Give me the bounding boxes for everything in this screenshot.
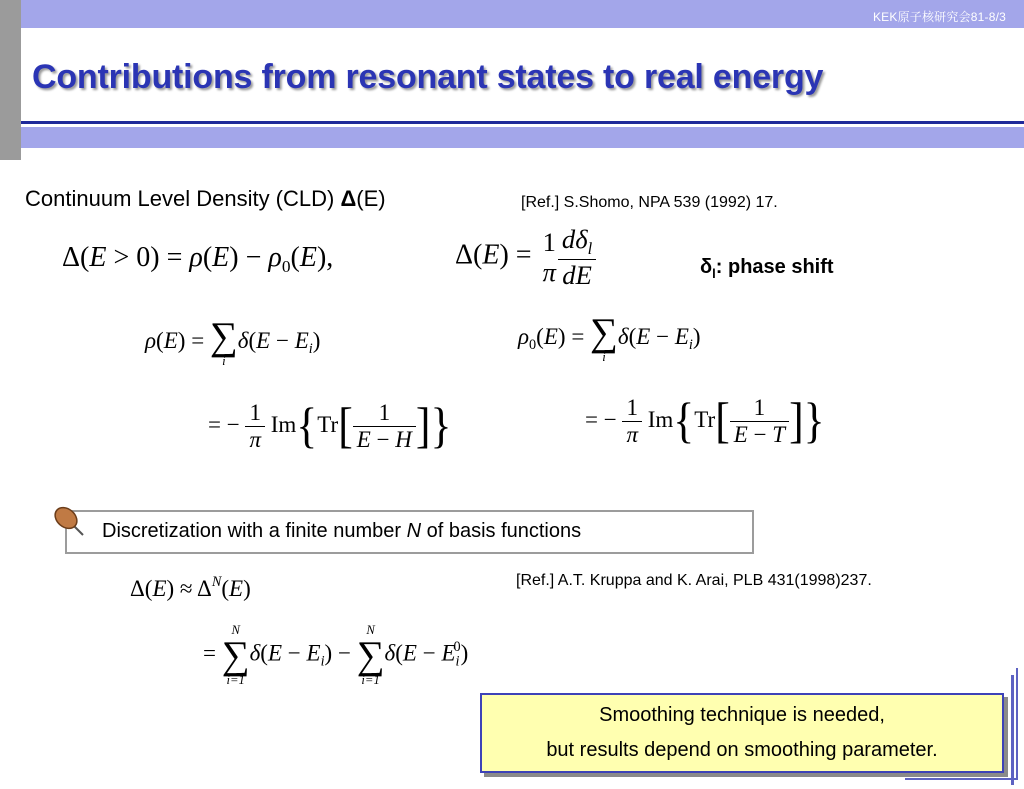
header-tag: KEK原子核研究会81-8/3 — [872, 10, 1006, 24]
callout-text — [102, 520, 581, 543]
cld-text: Continuum Level Density (CLD) — [25, 186, 341, 211]
cld-heading — [25, 186, 386, 212]
title-band — [21, 127, 1024, 148]
note-frame-edge — [1011, 675, 1014, 785]
slide-title: Contributions from resonant states to real energy — [32, 58, 824, 96]
callout-var: N — [406, 520, 422, 542]
left-accent-bar — [0, 0, 21, 160]
callout-prefix: Discretization with a finite number — [102, 520, 407, 542]
equation-cld-definition: $\Delta(E > 0) = \rho(E) - \rho_0(E)$, — [62, 242, 334, 277]
callout-suffix: of basis functions — [421, 520, 582, 542]
equation-discretized-sum: = N ∑ i=1 $\delta(E - E_i)$ − N ∑ i=1 $\delta(E - E_i^0)$ — [203, 623, 469, 687]
cld-arg: (E) — [356, 186, 386, 211]
smoothing-note-line2: but results depend on smoothing parameter. — [546, 739, 938, 761]
equation-rho0: $\rho_0(E)$ = ∑ i $\delta(E - E_i)$ — [518, 311, 701, 365]
equation-rho0-trace: = − $\frac{1}{\pi}$ Im{Tr[ $\frac{1}{E - T}$ ]} — [585, 393, 825, 449]
pushpin-icon — [52, 504, 86, 538]
phase-shift-label — [700, 256, 834, 281]
phase-subscript: l — [712, 266, 716, 281]
header-band — [0, 0, 1024, 28]
equation-discretized: $\Delta(E) \approx \Delta^N(E)$ — [130, 574, 251, 601]
cld-symbol: Δ — [340, 186, 357, 211]
phase-symbol: δ — [700, 256, 713, 278]
reference-shomo: [Ref.] S.Shomo, NPA 539 (1992) 17. — [521, 194, 778, 211]
smoothing-note-line1: Smoothing technique is needed, — [599, 704, 885, 726]
equation-rho: ρ(E) = ∑ i $\delta(E - E_i)$ — [145, 315, 321, 369]
equation-rho-trace: = − $\frac{1}{\pi}$ Im{Tr[ $\frac{1}{E - H}$ ]} — [208, 398, 452, 454]
phase-text: : phase shift — [715, 256, 834, 278]
equation-cld-phase: Δ(E) = 1 π $\frac{d\delta_l}{dE}$ — [455, 224, 596, 290]
title-rule — [21, 121, 1024, 124]
reference-kruppa: [Ref.] A.T. Kruppa and K. Arai, PLB 431(1998)237. — [516, 572, 872, 589]
